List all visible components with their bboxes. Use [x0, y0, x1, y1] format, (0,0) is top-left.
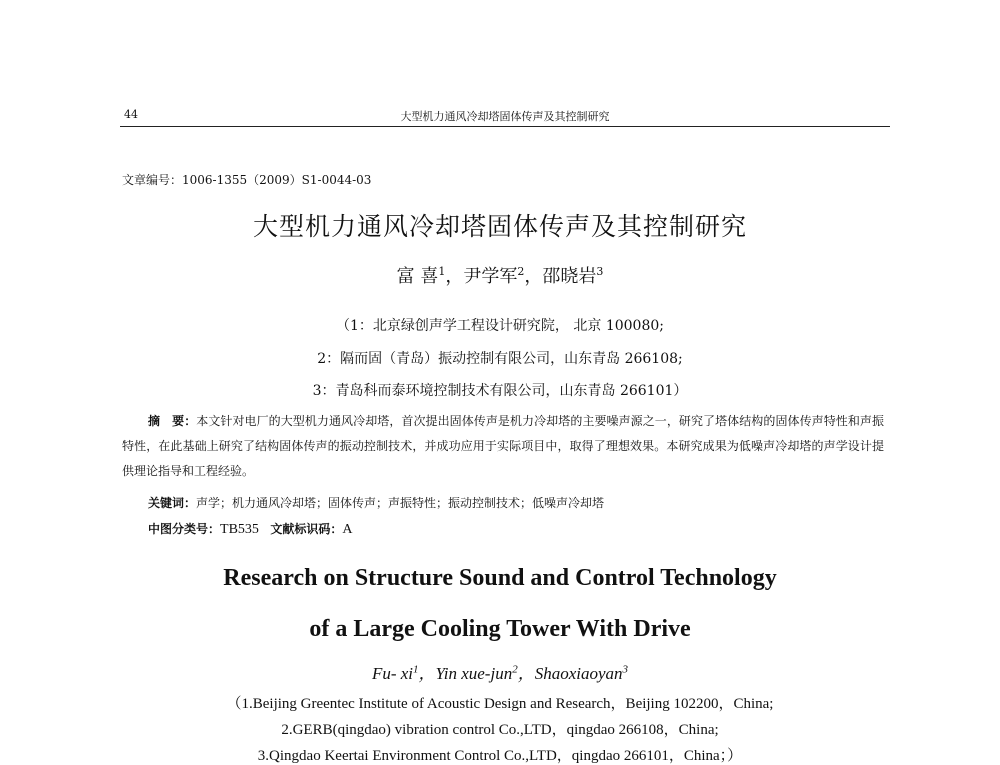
chinese-affiliation-2: 2：隔而固（青岛）振动控制有限公司，山东青岛 266108; [317, 351, 683, 367]
english-authors: Fu- $xi^1$，Yin xue-jun$^2$，Shaoxiaoyan$^3$ [371, 663, 629, 683]
running-title: 大型机力通风冷却塔固体传声及其控制研究 [400, 110, 610, 123]
english-title-line-2: of a Large Cooling Tower With Drive [309, 616, 691, 642]
author-mark: 1 [413, 663, 419, 676]
chinese-affiliation-3: 3：青岛科而泰环境控制技术有限公司，山东青岛 266101） [312, 383, 688, 399]
author-name: 邵晓岩 [542, 266, 597, 287]
keywords-label: 关键词： [148, 496, 197, 510]
running-header [120, 106, 890, 127]
author-mark: 2 [512, 663, 518, 676]
abstract-label: 摘 要： [148, 414, 197, 428]
abstract [122, 409, 884, 484]
author-name: Fu- xi [371, 664, 414, 683]
chinese-title: 大型机力通风冷却塔固体传声及其控制研究 [252, 212, 747, 241]
english-title-line-1: Research on Structure Sound and Control Technology [223, 565, 777, 591]
doc-code-label: 文献标识码： [270, 522, 343, 536]
author-mark: 1 [438, 265, 446, 278]
author-mark: 3 [622, 663, 629, 676]
chinese-affiliation-1: （1：北京绿创声学工程设计研究院， 北京 100080; [336, 318, 664, 334]
keywords-text: 声学；机力通风冷却塔；固体传声；声振特性；振动控制技术；低噪声冷却塔 [196, 496, 605, 510]
author-name: 尹学军 [463, 266, 518, 287]
clc-value: TB535 [220, 522, 259, 537]
author-mark: 2 [517, 265, 525, 278]
author-name: 富 喜 [396, 266, 439, 287]
author-mark: 3 [596, 265, 604, 278]
classification [148, 520, 353, 538]
keywords [148, 494, 604, 511]
english-affiliation-3: 3.Qingdao Keertai Environment Control Co.,LTD，qingdao 266101，China；） [257, 748, 743, 764]
author-name: Yin xue-jun [435, 664, 513, 683]
page-number: 44 [124, 108, 138, 121]
doc-code-value: A [342, 522, 353, 537]
author-name: Shaoxiaoyan [534, 664, 623, 683]
article-number: 文章编号：1006-1355（2009）S1-0044-03 [122, 173, 372, 187]
abstract-text: 本文针对电厂的大型机力通风冷却塔，首次提出固体传声是机力冷却塔的主要噪声源之一，研究了塔体结构的固体传声特性和声振特性，在此基础上研究了结构固体传声的振动控制技术，并成功应用于实际项目中，取得了理想效果。本研究成果为低噪声冷却塔的声学设计提供理论指导和工程经验。 [122, 414, 884, 478]
chinese-authors: 富 喜$^1$，尹学军$^2$，邵晓岩$^3$ [396, 265, 604, 287]
clc-label: 中图分类号： [148, 522, 221, 536]
english-affiliation-2: 2.GERB(qingdao) vibration control Co.,LTD，qingdao 266108，China; [281, 722, 719, 738]
english-affiliation-1: （1.Beijing Greentec Institute of Acoustic Design and Research，Beijing 102200，China; [226, 696, 774, 712]
